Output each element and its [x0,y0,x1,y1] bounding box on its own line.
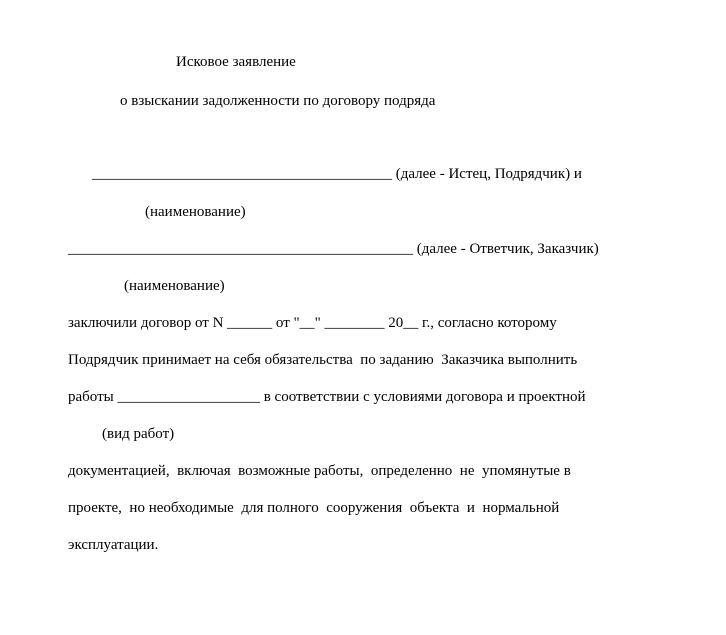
works-caption: (вид работ) [102,426,175,442]
obligation-line: Подрядчик принимает на себя обязательства по заданию Заказчика выполнить [68,352,578,368]
project-line: проекте, но необходимые для полного сооружения объекта и нормальной [68,500,560,516]
works-line: работы ___________________ в соответствии с условиями договора и проектной [68,389,586,405]
contract-line: заключили договор от N ______ от "__" ________ 20__ г., согласно которому [68,315,557,331]
plaintiff-line: ________________________________________ (далее - Истец, Подрядчик) и [92,166,582,182]
operation-line: эксплуатации. [68,537,159,553]
document-title: Исковое заявление [176,54,296,70]
document-subtitle: о взыскании задолженности по договору подряда [120,93,436,109]
plaintiff-caption: (наименование) [145,204,246,220]
documentation-line: документацией, включая возможные работы, определенно не упомянутые в [68,463,571,479]
defendant-caption: (наименование) [124,278,225,294]
defendant-line: ______________________________________________ (далее - Ответчик, Заказчик) [68,241,599,257]
